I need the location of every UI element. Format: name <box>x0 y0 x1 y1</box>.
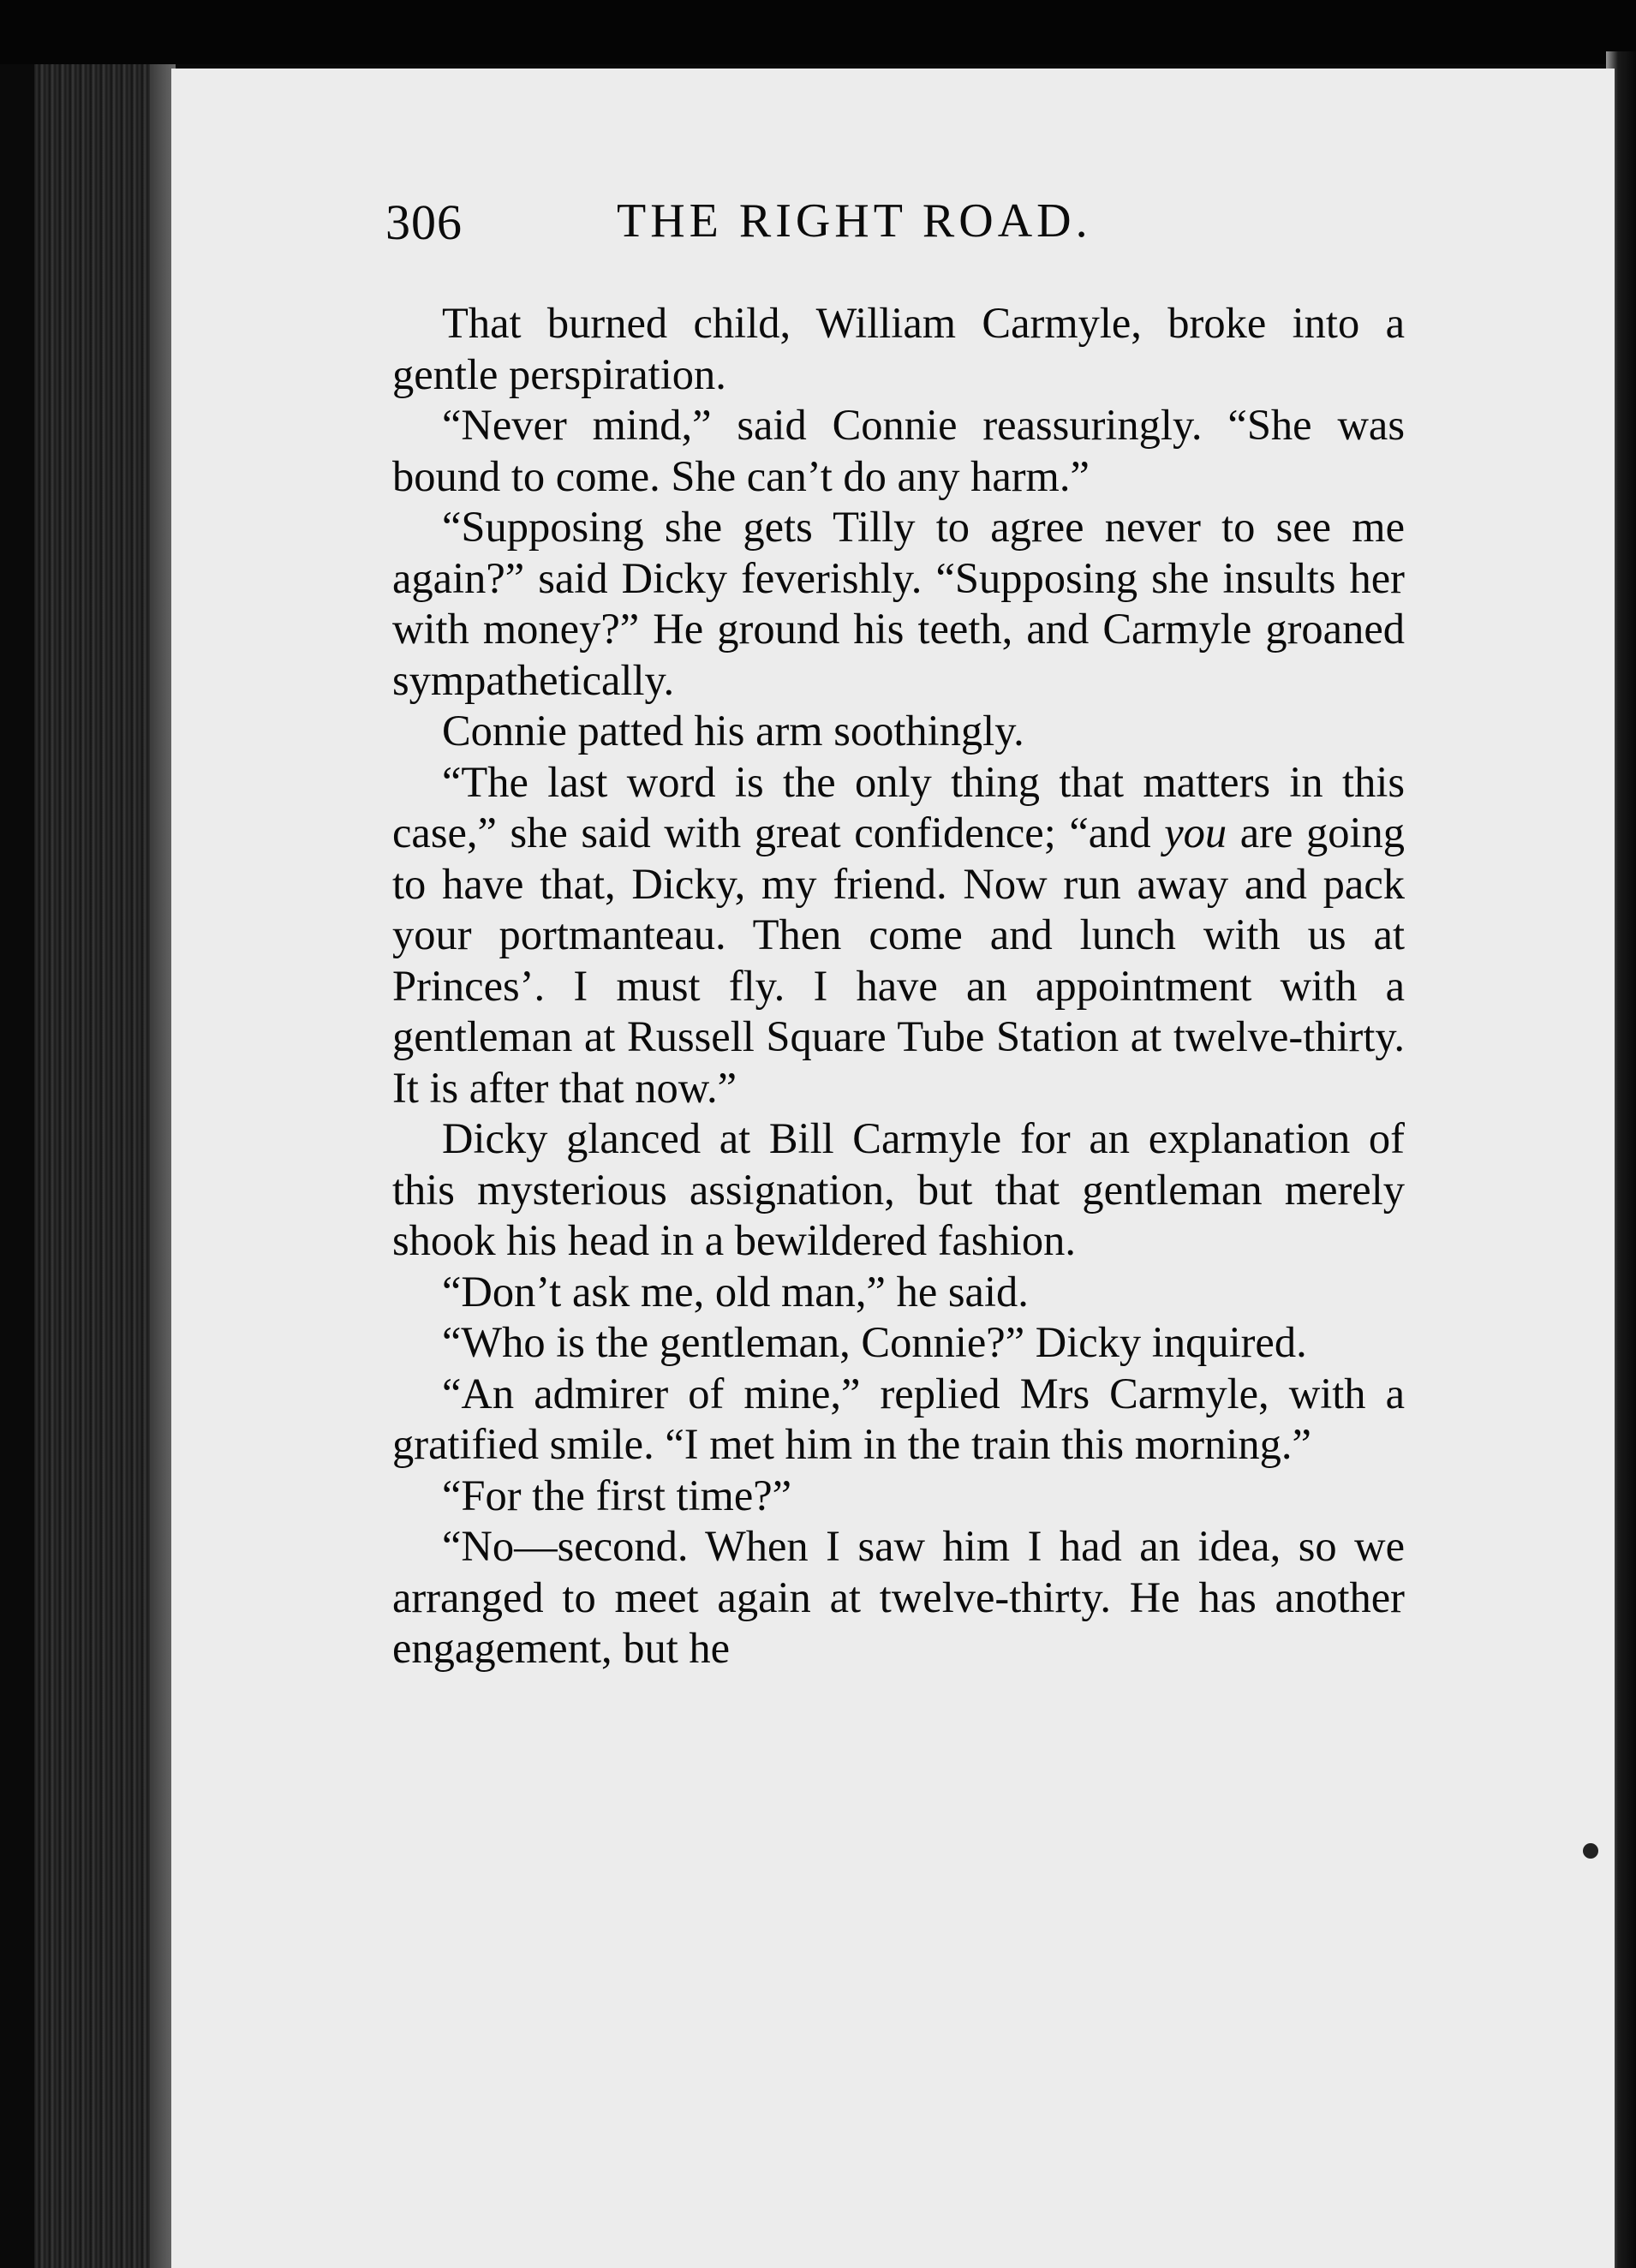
paragraph: That burned child, William Carmyle, broke into a gentle perspiration. <box>392 299 1405 398</box>
page-header <box>385 194 1413 254</box>
paragraph: “No—second. When I saw him I had an idea, so we arranged to meet again at twelve-thirty. He has another engagement, but he <box>392 1522 1405 1672</box>
paragraph: Dicky glanced at Bill Carmyle for an explanation of this mysterious assignation, but that gentleman merely shook his head in a bewildered fashion. <box>392 1114 1405 1264</box>
scan-border-top <box>0 0 1636 64</box>
emphasis-word: you <box>1164 809 1227 856</box>
paragraph: Connie patted his arm soothingly. <box>442 707 1024 755</box>
paragraph: “Never mind,” said Connie reassuringly. “She was bound to come. She can’t do any harm.” <box>392 401 1405 500</box>
paragraph-text: “The last word is the only thing that matters in this case,” she said with great confidence; “and <box>392 757 1405 856</box>
paragraph: “Don’t ask me, old man,” he said. <box>442 1267 1029 1316</box>
book-page-edges <box>34 64 176 2268</box>
paragraph-text: are going to have that, Dicky, my friend. Now run away and pack your portmanteau. Then come and lunch with us at Princes’. I must fly. I have an appointment with a gentleman at Russell Square Tube Station at twelve-thirty. It is after that now.” <box>392 809 1405 1112</box>
running-title: THE RIGHT ROAD. <box>617 194 1092 248</box>
body-text <box>392 298 1405 1674</box>
ink-smudge <box>1583 1843 1598 1859</box>
paragraph <box>392 757 1405 1114</box>
paragraph: “Who is the gentleman, Connie?” Dicky inquired. <box>442 1318 1307 1366</box>
paragraph: “For the first time?” <box>442 1471 792 1519</box>
page-number: 306 <box>385 194 463 250</box>
paragraph: “An admirer of mine,” replied Mrs Carmyle, with a gratified smile. “I met him in the train this morning.” <box>392 1369 1405 1468</box>
paragraph: “Supposing she gets Tilly to agree never to see me again?” said Dicky feverishly. “Supposing she insults her with money?” He ground his teeth, and Carmyle groaned sympathetically. <box>392 503 1405 704</box>
